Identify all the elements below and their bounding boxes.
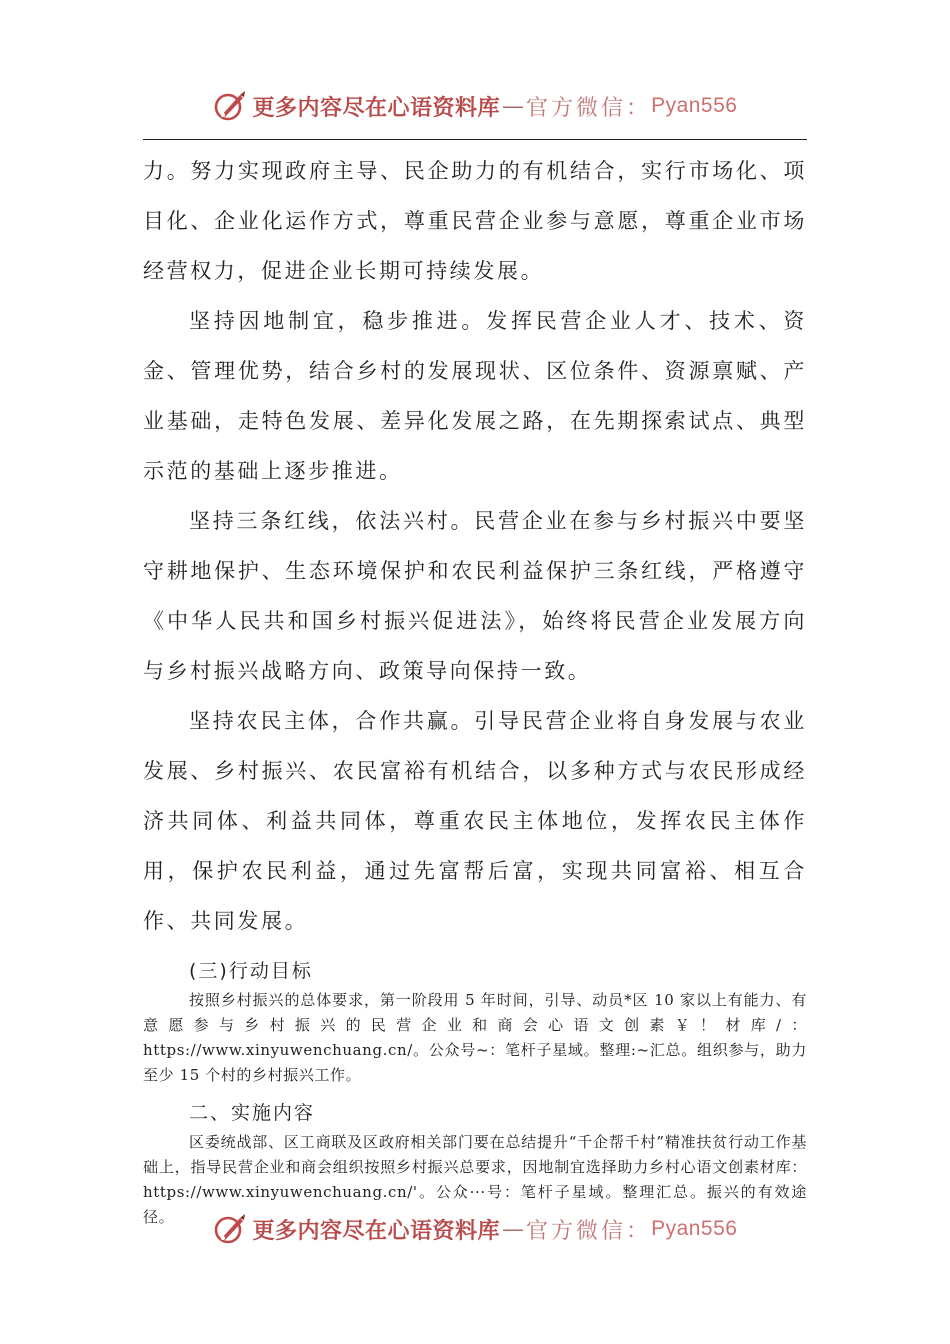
header-banner[interactable] [0,82,950,130]
banner-title: 更多内容尽在心语资料库 [252,1217,501,1244]
banner-wechat-label: 官方微信： [526,95,652,121]
banner-dash: — [502,1216,525,1242]
footer-banner[interactable] [0,1205,950,1253]
heading-action-goals: (三)行动目标 [189,960,313,982]
quill-pen-logo-icon [213,89,247,123]
paragraph-principle-continued: 力。努力实现政府主导、民企助力的有机结合，实行市场化、项目化、企业化运作方式，尊重民营企业参与意愿，尊重企业市场经营权力，促进企业长期可持续发展。 [143,159,807,283]
paragraph-farmers-first: 坚持农民主体，合作共赢。引导民营企业将自身发展与农业发展、乡村振兴、农民富裕有机结合，以多种方式与农民形成经济共同体、利益共同体，尊重农民主体地位，发挥农民主体作用，保护农民利益，通过先富帮后富，实现共同富裕、相互合作、共同发展。 [143,709,807,933]
paragraph-three-red-lines: 坚持三条红线，依法兴村。民营企业在参与乡村振兴中要坚守耕地保护、生态环境保护和农民利益保护三条红线，严格遵守《中华人民共和国乡村振兴促进法》，始终将民营企业发展方向与乡村振兴战略方向、政策导向保持一致。 [143,509,807,683]
heading-implementation: 二、实施内容 [189,1102,316,1124]
quill-pen-logo-icon [213,1212,247,1246]
paragraph-implementation: 区委统战部、区工商联及区政府相关部门要在总结提升“千企帮千村”精准扶贫行动工作基础上，指导民营企业和商会组织按照乡村振兴总要求，因地制宜选择助力乡村心语文创素材库：https://www.xinyuwenchuang.cn/'。公众···号：笔杆子星域。整理汇总。振兴的有效途径。 [143,1133,807,1226]
paragraph-action-goals: 按照乡村振兴的总体要求，第一阶段用 5 年时间，引导、动员*区 10 家以上有能力、有意愿参与乡村振兴的民营企业和商会心语文创素￥！材库/：https://www.xinyuwenchuang.cn/。公众号~：笔杆子星域。整理:~汇总。组织参与，助力至少 15 个村的乡村振兴工作。 [143,991,807,1084]
document-body [143,146,807,1230]
header-divider [143,139,807,140]
banner-wechat-id: Pyan556 [651,1217,738,1240]
banner-wechat-label: 官方微信： [526,1218,652,1244]
banner-dash: — [502,93,525,119]
paragraph-adapt-local: 坚持因地制宜，稳步推进。发挥民营企业人才、技术、资金、管理优势，结合乡村的发展现状、区位条件、资源禀赋、产业基础，走特色发展、差异化发展之路，在先期探索试点、典型示范的基础上逐步推进。 [143,309,807,483]
banner-wechat-id: Pyan556 [651,94,738,117]
banner-title: 更多内容尽在心语资料库 [252,94,501,121]
